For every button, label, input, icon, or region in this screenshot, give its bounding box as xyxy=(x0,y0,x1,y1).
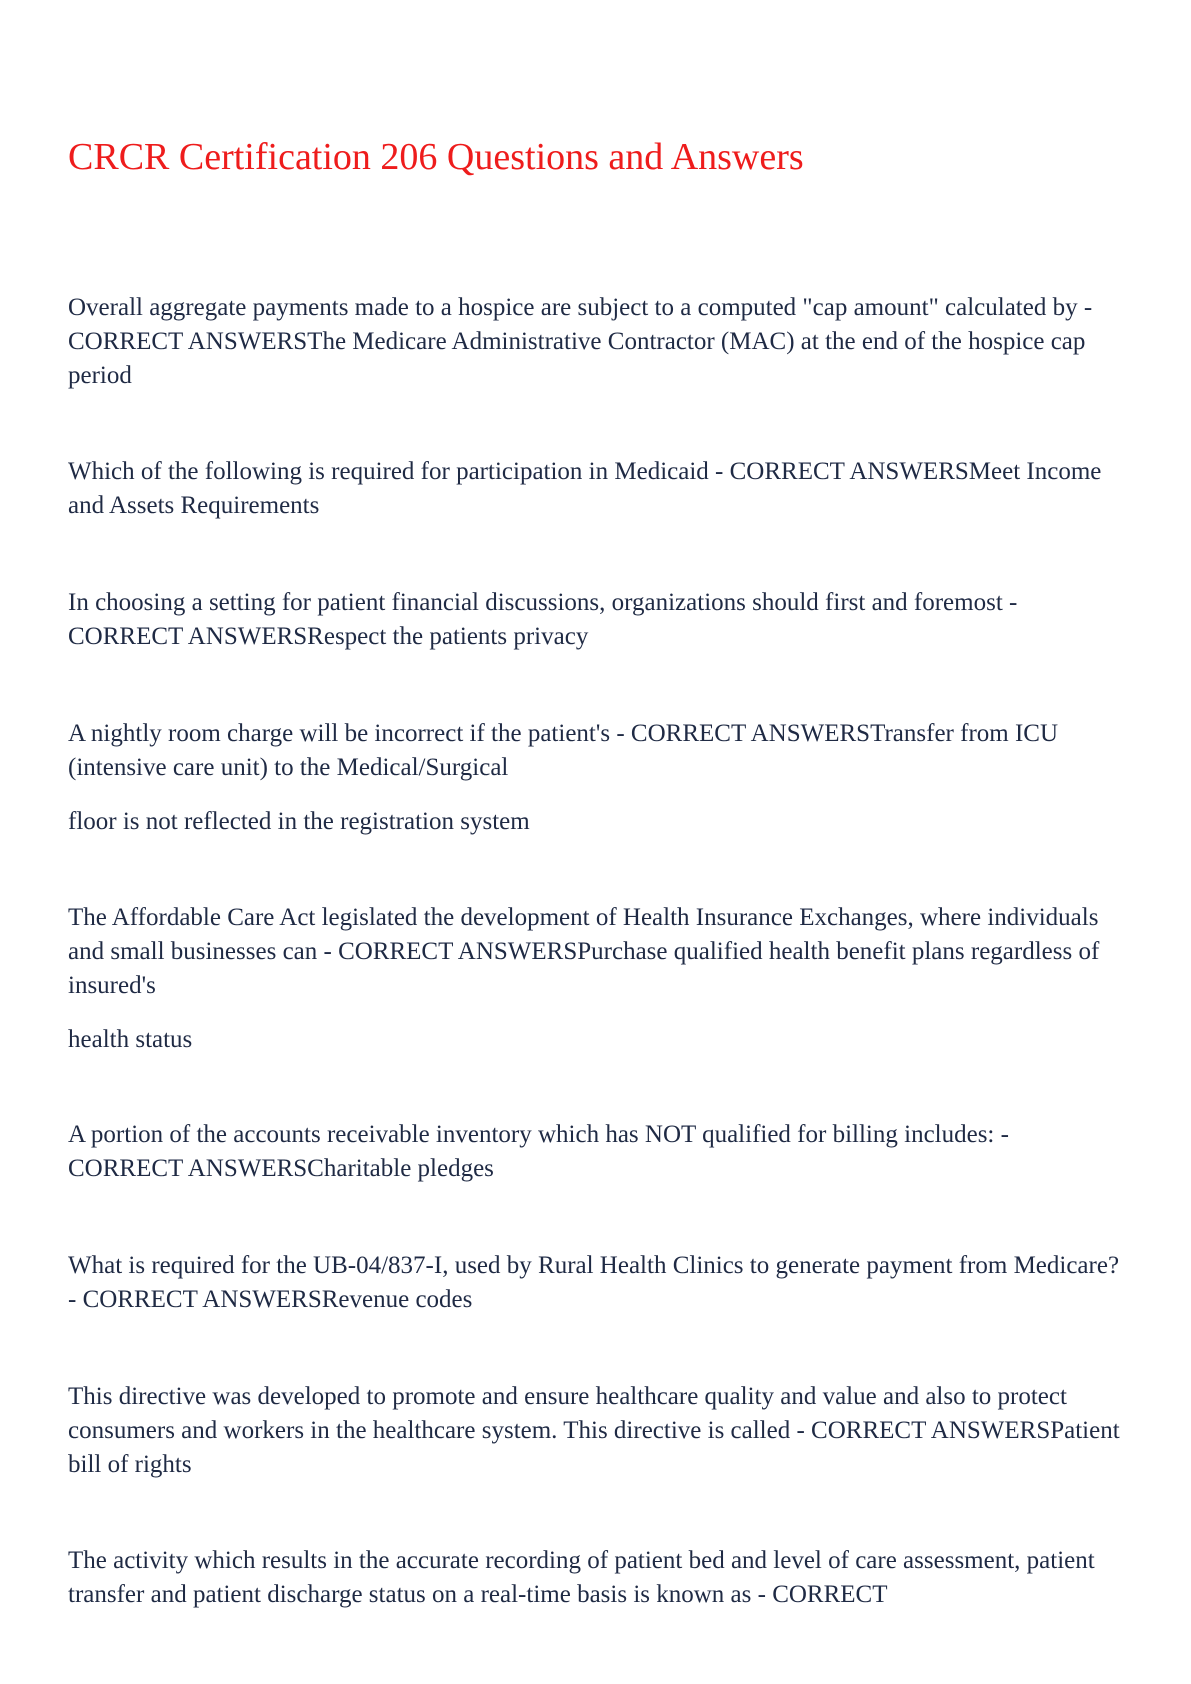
qa-text: This directive was developed to promote and ensure healthcare quality and value and also to protect consumers and workers in the healthcare system. This directive is called - CORRECT ANSWERSPatient bill of rights xyxy=(68,1383,1120,1478)
qa-text: Which of the following is required for participation in Medicaid - CORRECT ANSWERSMeet Income and Assets Requirements xyxy=(68,458,1102,519)
qa-entry-8 xyxy=(68,1380,1128,1482)
qa-entry-7 xyxy=(68,1249,1128,1317)
qa-text-continuation: floor is not reflected in the registration system xyxy=(68,808,530,835)
qa-text: In choosing a setting for patient financial discussions, organizations should first and foremost - CORRECT ANSWERSRespect the patients privacy xyxy=(68,589,1018,650)
qa-text: The Affordable Care Act legislated the development of Health Insurance Exchanges, where individuals and small businesses can - CORRECT ANSWERSPurchase qualified health benefit plans regardless of insured's xyxy=(68,904,1100,999)
qa-text: A nightly room charge will be incorrect if the patient's - CORRECT ANSWERSTransfer from ICU (intensive care unit) to the Medical/Surgical xyxy=(68,720,1059,781)
qa-entry-9 xyxy=(68,1544,1128,1612)
qa-text: What is required for the UB-04/837-I, used by Rural Health Clinics to generate payment from Medicare? - CORRECT ANSWERSRevenue codes xyxy=(68,1252,1120,1313)
qa-entry-4 xyxy=(68,717,1128,839)
qa-text: The activity which results in the accurate recording of patient bed and level of care assessment, patient transfer and patient discharge status on a real-time basis is known as - CORRECT xyxy=(68,1547,1095,1608)
qa-entry-1 xyxy=(68,291,1128,393)
qa-entry-5 xyxy=(68,901,1128,1057)
document-title: CRCR Certification 206 Questions and Answers xyxy=(68,136,804,178)
qa-entry-3 xyxy=(68,586,1128,654)
qa-text: A portion of the accounts receivable inventory which has NOT qualified for billing includes: - CORRECT ANSWERSCharitable pledges xyxy=(68,1121,1009,1182)
qa-entry-2 xyxy=(68,455,1128,523)
qa-text: Overall aggregate payments made to a hospice are subject to a computed "cap amount" calculated by - CORRECT ANSWERSThe Medicare Administrative Contractor (MAC) at the end of the hospice cap period xyxy=(68,294,1093,389)
qa-entry-6 xyxy=(68,1118,1128,1186)
qa-text-continuation: health status xyxy=(68,1026,193,1053)
